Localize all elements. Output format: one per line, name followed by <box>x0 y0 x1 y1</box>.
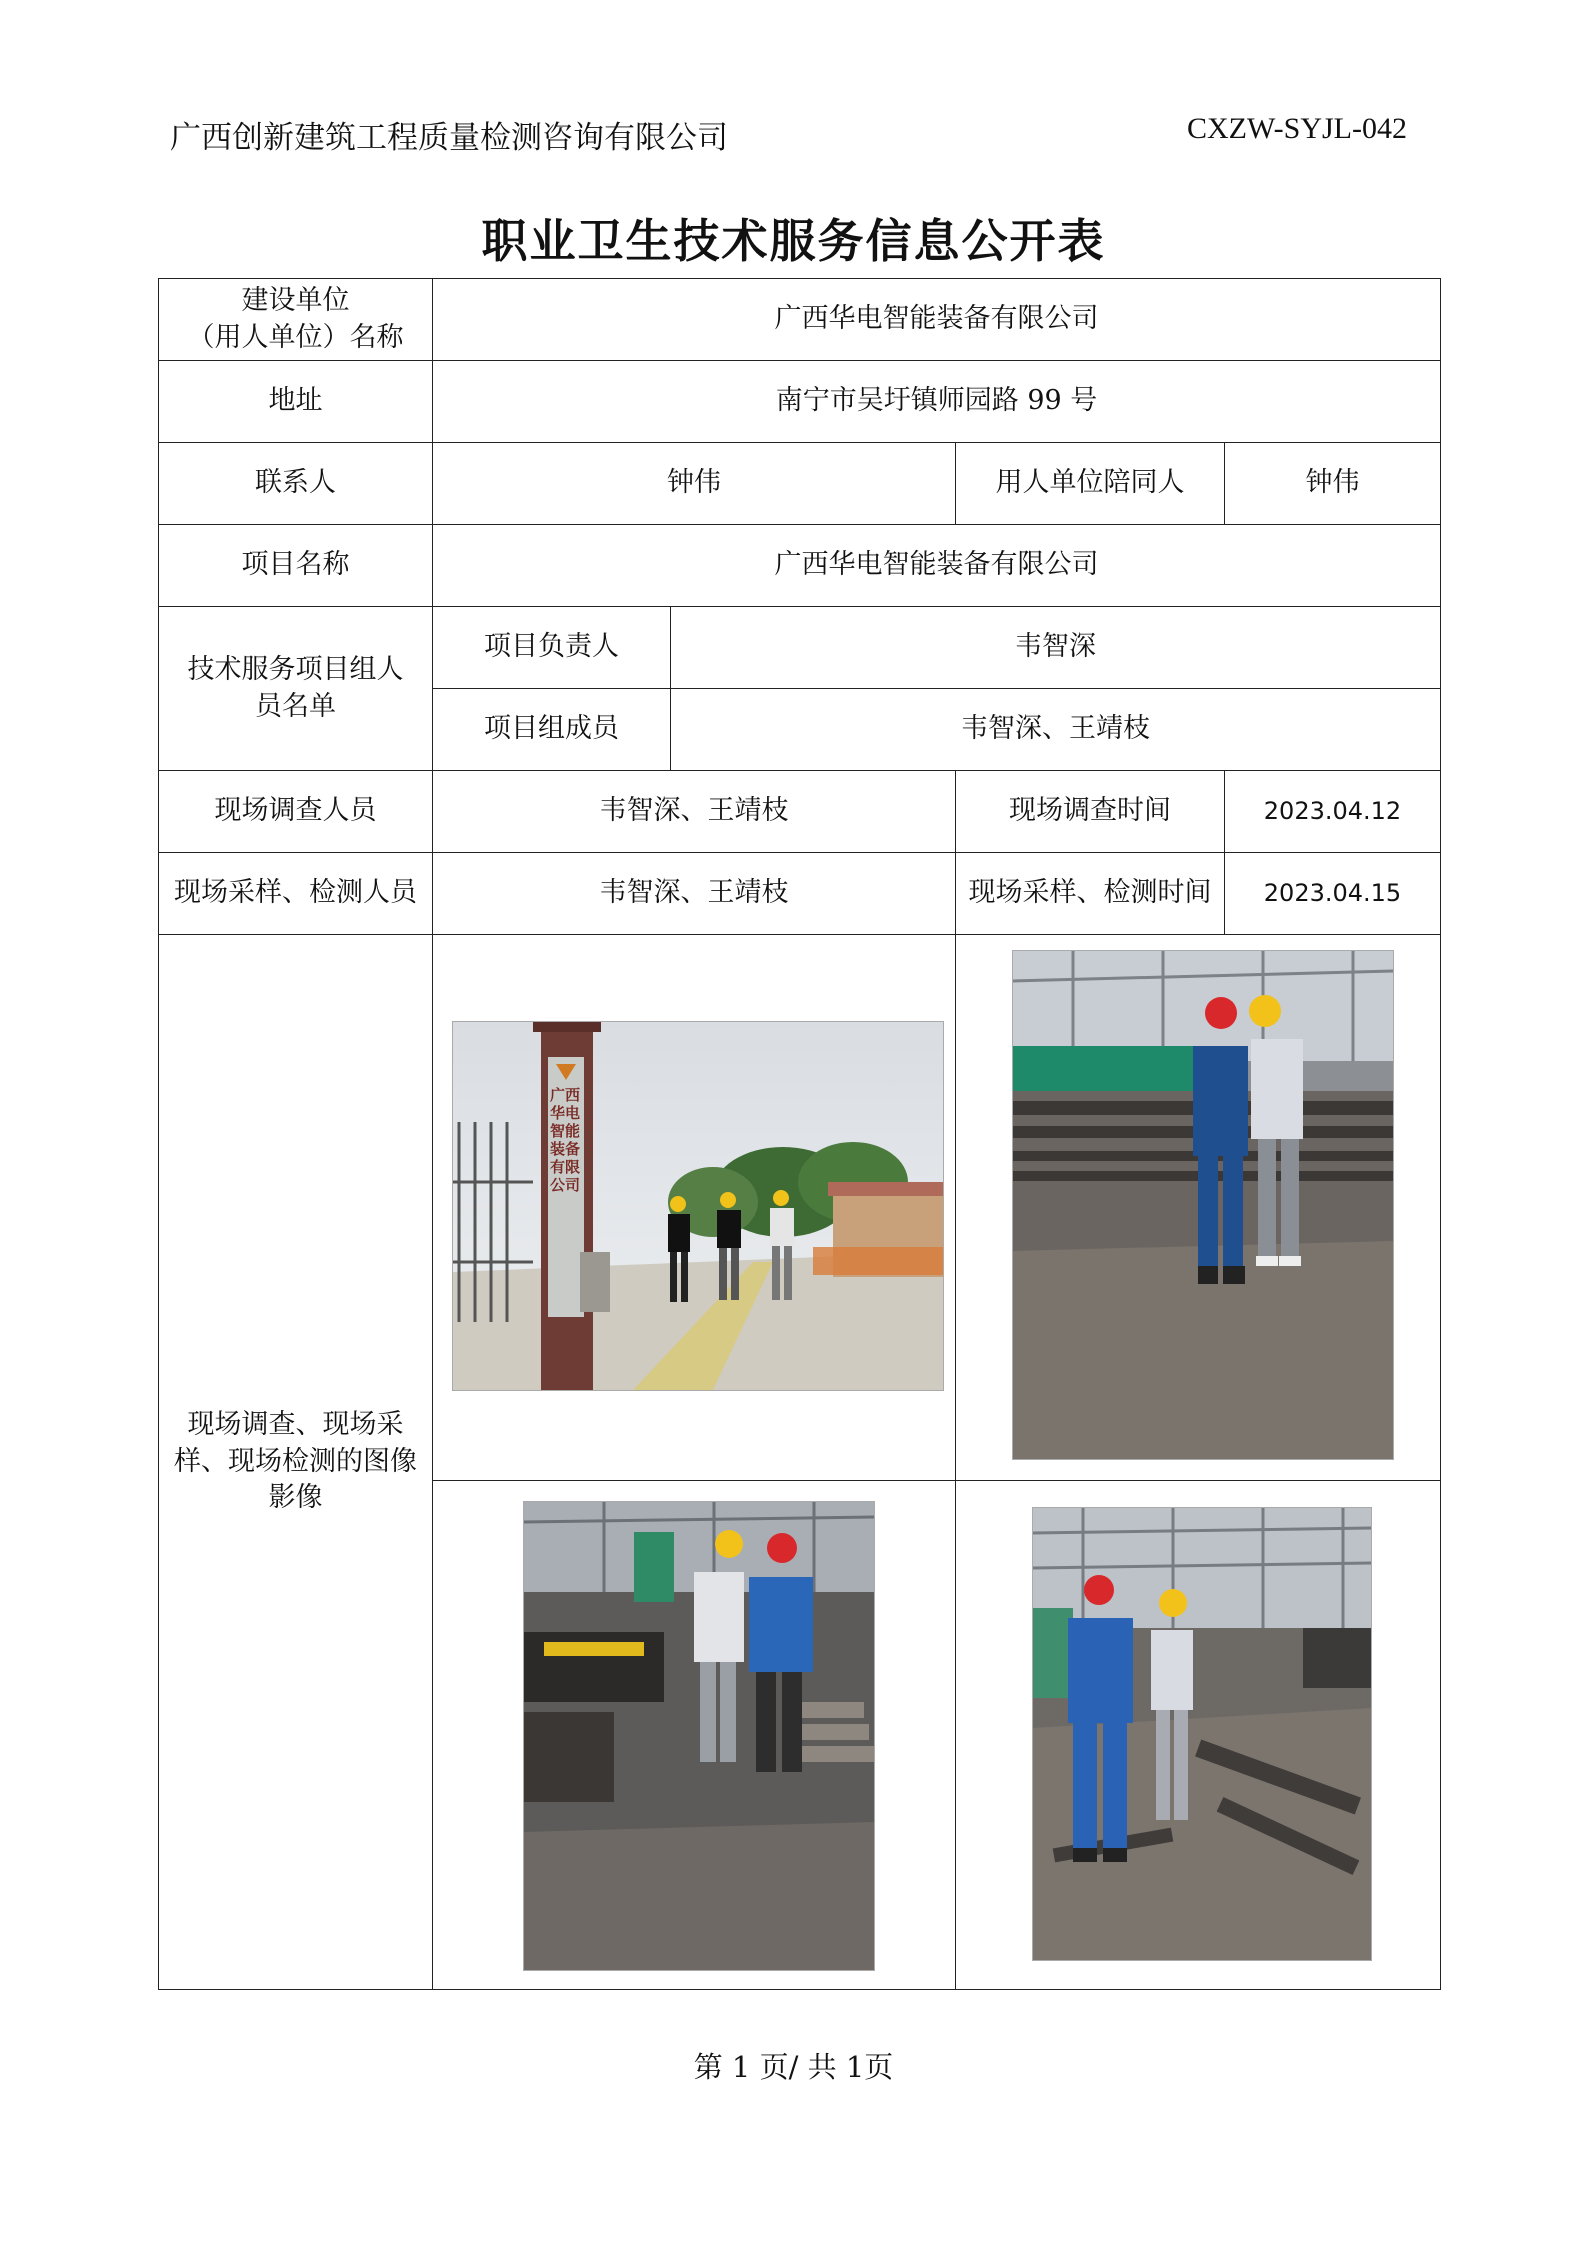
survey-time-value: 2023.04.12 <box>1225 771 1441 853</box>
project-name-label: 项目名称 <box>159 525 433 607</box>
row-address <box>159 361 1441 443</box>
photo-cell-workshop-3 <box>956 1481 1441 1990</box>
project-name-value: 广西华电智能装备有限公司 <box>433 525 1441 607</box>
leader-value: 韦智深 <box>671 607 1441 689</box>
images-label-line3: 影像 <box>268 1482 323 1514</box>
contact-value-text: 钟伟 <box>667 467 721 499</box>
row-project-name <box>159 525 1441 607</box>
page-title: 职业卫生技术服务信息公开表 <box>481 214 1106 268</box>
photo-cell-workshop-2 <box>433 1481 956 1990</box>
row-survey <box>159 771 1441 853</box>
row-sampling <box>159 853 1441 935</box>
header-company: 广西创新建筑工程质量检测咨询有限公司 <box>170 120 728 156</box>
survey-staff-value: 韦智深、王靖枝 <box>433 771 956 853</box>
sampling-time-value: 2023.04.15 <box>1225 853 1441 935</box>
survey-time-label: 现场调查时间 <box>956 771 1225 853</box>
row-images-top <box>159 935 1441 1481</box>
row-team-leader <box>159 607 1441 689</box>
gate-sign-text: 广西华电智能装备有限公司 <box>550 1086 581 1194</box>
page-number: 第 1 页/ 共 1页 <box>693 2050 894 2084</box>
images-label-line2: 样、现场检测的图像 <box>174 1445 417 1477</box>
header-document-code: CXZW-SYJL-042 <box>1187 112 1407 145</box>
employer-label <box>159 279 433 361</box>
photo-workshop-testing-1 <box>1012 950 1394 1460</box>
photo-workshop-testing-2 <box>523 1501 875 1971</box>
team-label <box>159 607 433 771</box>
address-label: 地址 <box>159 361 433 443</box>
photo-workshop-testing-3 <box>1032 1507 1372 1961</box>
info-table <box>158 278 1441 1990</box>
members-value: 韦智深、王靖枝 <box>671 689 1441 771</box>
images-label <box>159 935 433 1990</box>
contact-value <box>433 443 956 525</box>
sampling-time-label: 现场采样、检测时间 <box>956 853 1225 935</box>
members-label: 项目组成员 <box>433 689 671 771</box>
employer-value: 广西华电智能装备有限公司 <box>433 279 1441 361</box>
sampling-staff-value: 韦智深、王靖枝 <box>433 853 956 935</box>
leader-label: 项目负责人 <box>433 607 671 689</box>
photo-cell-gate <box>433 935 956 1481</box>
escort-label: 用人单位陪同人 <box>956 443 1225 525</box>
photo-factory-gate <box>452 1021 944 1391</box>
address-value: 南宁市吴圩镇师园路 99 号 <box>433 361 1441 443</box>
images-label-line1: 现场调查、现场采 <box>187 1409 404 1441</box>
employer-label-line1: 建设单位 <box>241 285 350 317</box>
team-label-line1: 技术服务项目组人 <box>187 654 404 686</box>
survey-staff-label: 现场调查人员 <box>159 771 433 853</box>
employer-label-line2: （用人单位）名称 <box>187 321 404 353</box>
photo-cell-workshop-1 <box>956 935 1441 1481</box>
team-label-line2: 员名单 <box>255 690 336 722</box>
escort-value: 钟伟 <box>1225 443 1441 525</box>
row-contact <box>159 443 1441 525</box>
sampling-staff-label: 现场采样、检测人员 <box>159 853 433 935</box>
contact-label: 联系人 <box>159 443 433 525</box>
row-employer <box>159 279 1441 361</box>
